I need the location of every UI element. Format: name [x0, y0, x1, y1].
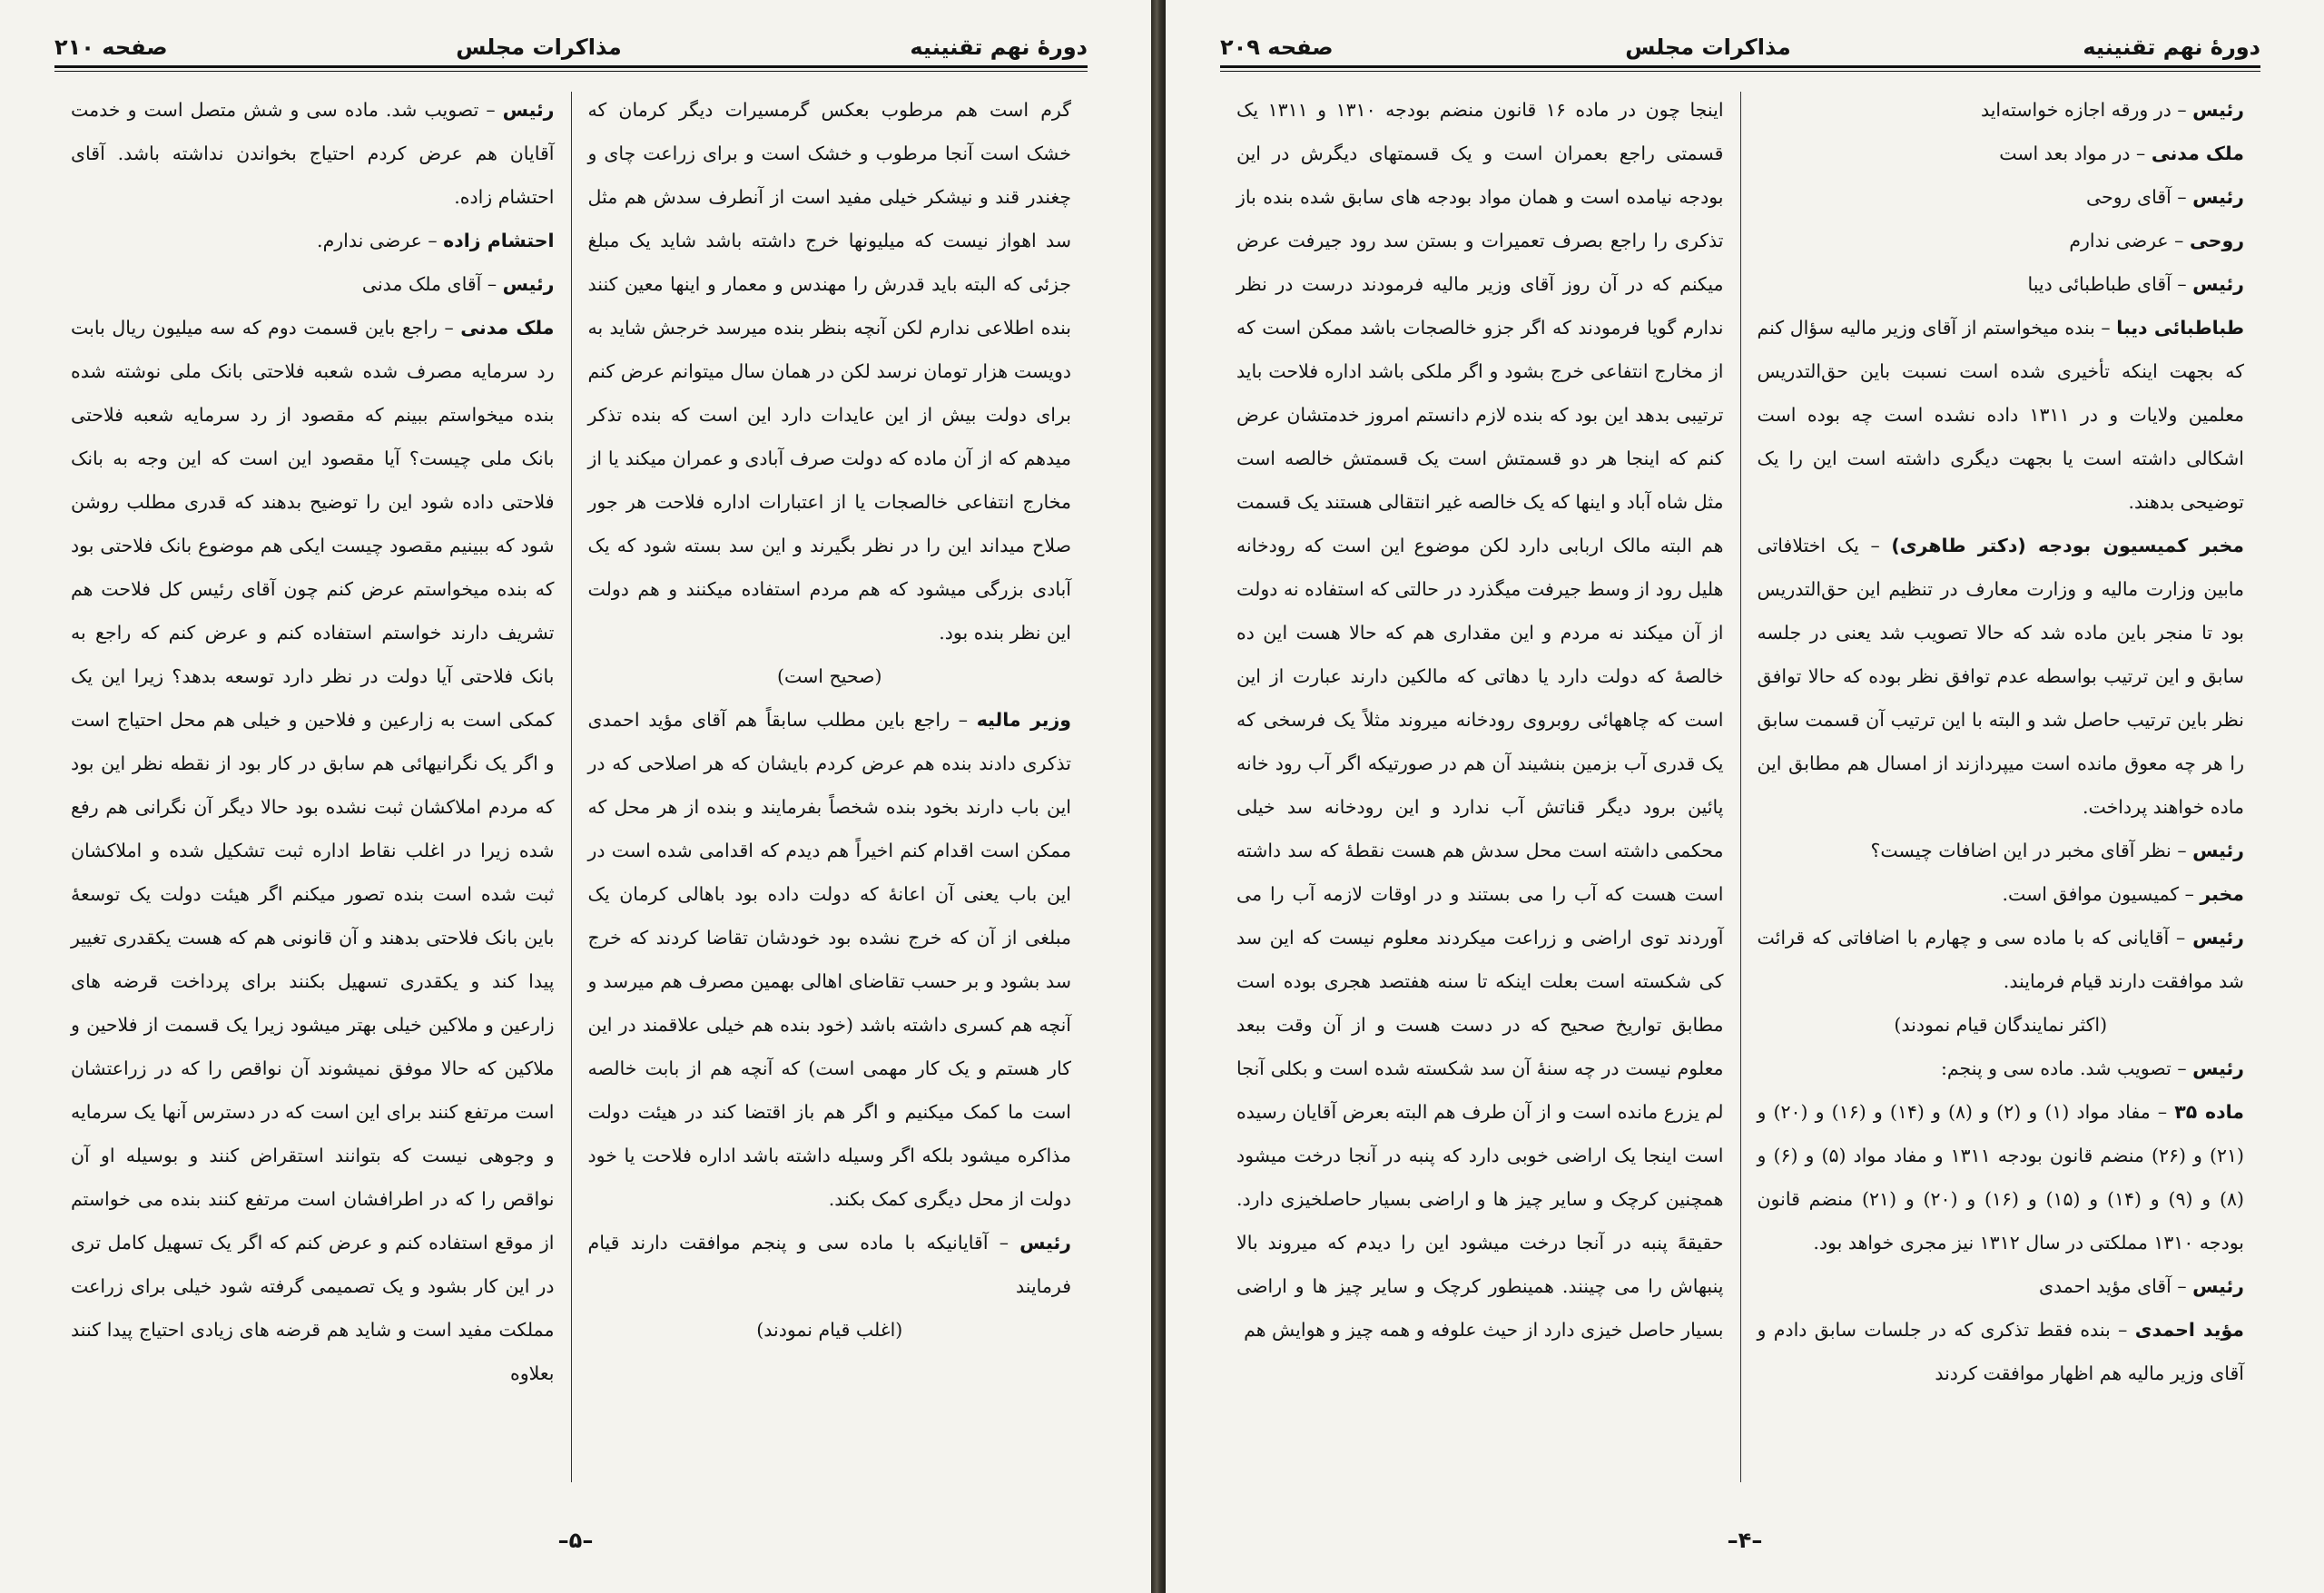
paragraph: (اغلب قیام نمودند) — [756, 1319, 903, 1341]
paragraph: مؤید احمدی – بنده فقط تذکری که در جلسات سابق دادم و آقای وزیر مالیه هم اظهار موافقت کردند — [1757, 1319, 2245, 1384]
speaker-name: مخبر کمیسیون بودجه (دکتر طاهری) — [1891, 535, 2244, 556]
session-label: دورهٔ نهم تقنینیه — [2083, 34, 2260, 60]
header-title: مذاکرات مجلس — [456, 34, 622, 60]
speaker-name: رئیس — [2192, 273, 2244, 295]
speaker-name: ملک مدنی — [460, 317, 555, 339]
speaker-name: رئیس — [502, 99, 555, 121]
page-footer-number: –۴– — [1727, 1528, 1763, 1553]
paragraph: ملک مدنی – راجع باین قسمت دوم که سه میلیون ریال بابت رد سرمایه مصرف شده شعبه فلاحتی بانک ملی نوشته شده بنده میخواستم ببینم که مقصود از رد سرمایه شعبه فلاحتی بانک ملی چیست؟ آیا مقصود این است که این وجه به بانک فلاحتی داده شود این را توضیح بدهند که قدری مطلب روشن شود که ببینیم مقصود چیست ایکی هم موضوع بانک فلاحتی بود که بنده میخواستم عرض کنم چون آقای رئیس کل فلاحت هم تشریف دارند خواستم استفاده کنم و عرض کنم که راجع به بانک فلاحتی آیا دولت در نظر دارد توسعه بدهد؟ زیرا این یک کمکی است به زارعین و فلاحین و خیلی هم محل احتیاج است و اگر یک نگرانیهائی هم سابق در کار بود از نقطه نظر این بود که مردم املاکشان ثبت نشده بود حالا دیگر آن نگرانی هم رفع شده زیرا در اغلب نقاط اداره ثبت تشکیل شده و املاکشان ثبت شده است بنده تصور میکنم اگر هیئت دولت یک توسعهٔ باین بانک فلاحتی بدهند و آن قانونی هم که هست یکقدری تغییر پیدا کند و یکقدری تسهیل بکنند برای پرداخت قرضه های زارعین و ملاکین خیلی بهتر میشود زیرا یک قسمت از فلاحین و ملاکین که حالا موفق نمیشوند آن نواقص را که در زراعتشان است مرتفع کنند برای این است که در دسترس آنها یک سرمایه و وجوهی نیست که بتوانند استقراض کنند و بوسیله او آن نواقص را که در اطرافشان است مرتفع کنند بنده می خواستم از موقع استفاده کنم و عرض کنم که اگر یک تسهیل کامل تری در این کار بشود و یک تصمیمی گرفته شود خیلی برای زراعت مملکت مفید است و شاید هم قرضه های زیادی احتیاج پیدا کنند بعلاوه — [71, 317, 555, 1384]
paragraph: رئیس – تصویب شد. ماده سی و شش متصل است و خدمت آقایان هم عرض کردم احتیاج بخواندن نداشته باشد. آقای احتشام زاده. — [71, 99, 555, 208]
page-number-label: صفحه ۲۰۹ — [1220, 34, 1334, 60]
paragraph: ملک مدنی – در مواد بعد است — [1999, 143, 2244, 164]
page-header — [54, 24, 1088, 60]
paragraph: رئیس – آقای مؤید احمدی — [2038, 1275, 2244, 1297]
paragraph: طباطبائی دیبا – بنده میخواستم از آقای وزیر مالیه سؤال کنم که بجهت اینکه تأخیری شده است نسبت باین حق‌التدریس معلمین ولایات و در ۱۳۱۱ داده نشده است چه بوده است اشکالی داشته است یا بجهت دیگری داشته است این را یک توضیحی بدهند. — [1757, 317, 2244, 513]
paragraph: رئیس – تصویب شد. ماده سی و پنجم: — [1940, 1057, 2244, 1079]
speaker-name: ملک مدنی — [2151, 143, 2244, 164]
speaker-name: وزیر مالیه — [976, 709, 1071, 731]
paragraph: اینجا چون در ماده ۱۶ قانون منضم بودجه ۱۳۱۰ و ۱۳۱۱ یک قسمتی راجع بعمران است و یک قسمتهای دیگرش در این بودجه نیامده است و همان مواد بودجه های سابق شده بنده باز تذکری را راجع بصرف تعمیرات و بستن سد رود جیرفت عرض میکنم که در آن روز آقای وزیر مالیه فرمودند درست در نظر ندارم گویا فرمودند که اگر جزو خالصجات باشد ممکن است که از مخارج انتفاعی خرج بشود و اگر ملکی باشد اداره فلاحت باید ترتیبی بدهد این بود که بنده لازم دانستم امروز خدمتشان عرض کنم که اینجا هر دو قسمتش است یک قسمتش خالصه است مثل شاه آباد و اینها که یک خالصه غیر انتقالی هستند یک قسمت هم البته مالک اربابی دارد لکن موضوع این است که رودخانه هلیل رود از وسط جیرفت میگذرد در حالتی که استفاده نه دولت از آن میکند نه مردم و این مقداری هم که حالا هست این ده خالصهٔ که دولت دارد یا دهاتی که مالکین دارند عبارت از این است که چاههائی روبروی رودخانه میروند مثلاً یک فرسخی که یک قدری آب بزمین بنشیند آن هم در صورتیکه اگر آب رود خانه پائین برود دیگر قناتش آب ندارد و این رودخانه سد خیلی محکمی داشته است محل سدش هم هست نقطهٔ که سد داشته است هست که آب را می بستند و در اوقات لازمه آب را می آوردند توی اراضی و زراعت میکردند معلوم نیست که این سد کی شکسته است بعلت اینکه تا سنه هفتصد هجری بوده است مطابق تواریخ صحیح که در دست هست و از آن وقت ببعد معلوم نیست در چه سنهٔ آن سد شکسته شده است و بکلی آنجا لم یزرع مانده است و از آن طرف هم البته بعرض آقایان رسیده است اینجا یک اراضی خوبی دارد که پنبه در آنجا درخت میشود همچنین کرچک و سایر چیز ها و اراضی بسیار حاصلخیزی دارد. حقیقهً پنبه در آنجا درخت میشود این را دیدم که میروند بالا پنبهاش را می چینند. همینطور کرچک و سایر چیز ها و اراضی بسیار حاصل خیزی دارد از حیث علوفه و همه چیز و هوایش هم — [1236, 99, 1724, 1341]
paragraph: رئیس – نظر آقای مخبر در این اضافات چیست؟ — [1870, 840, 2244, 861]
paragraph: ماده ۳۵ – مفاد مواد (۱) و (۲) و (۸) و (۱۴) و (۱۶) و (۲۰) و (۲۱) و (۲۶) منضم قانون بودجه ۱۳۱۱ و مفاد مواد (۵) و (۶) و (۸) و (۹) و (۱۴) و (۱۵) و (۱۶) و (۲۰) و (۲۱) منضم قانون بودجه ۱۳۱۰ مملکتی در سال ۱۳۱۲ نیز مجری خواهد بود. — [1757, 1101, 2244, 1254]
text-column-right — [572, 88, 1088, 1486]
text-column-right — [1741, 88, 2261, 1486]
page-number-label: صفحه ۲۱۰ — [54, 34, 168, 60]
paragraph: رئیس – آقای طباطبائی دیبا — [2027, 273, 2244, 295]
speaker-name: مخبر — [2200, 883, 2244, 905]
speaker-name: رئیس — [2192, 99, 2244, 121]
right-page — [1166, 0, 2324, 1593]
speaker-name: ماده ۳۵ — [2174, 1101, 2244, 1123]
speaker-name: رئیس — [1019, 1232, 1071, 1254]
paragraph: رئیس – آقای ملک مدنی — [361, 273, 555, 295]
paragraph: احتشام زاده – عرضی ندارم. — [317, 230, 555, 251]
paragraph: مخبر کمیسیون بودجه (دکتر طاهری) – یک اختلافاتی مابین وزارت مالیه و وزارت معارف در تنظیم این حق‌التدریس بود تا منجر باین ماده شد که حالا تصویب شد یعنی در جلسه سابق و این ترتیب بواسطه عدم توافق نظر بوده که حالا توافق نظر باین ترتیب حاصل شد و البته با این ترتیب آن قسمت سابق را هر چه معوق مانده است میپردازند از امسال هم مطابق این ماده خواهند پرداخت. — [1757, 535, 2244, 818]
page-footer-number: –۵– — [557, 1528, 594, 1553]
text-column-left — [54, 88, 571, 1486]
text-columns — [1220, 88, 2260, 1486]
column-divider — [1740, 92, 1741, 1482]
header-rule — [54, 65, 1088, 72]
page-header — [1220, 24, 2260, 60]
paragraph: (اکثر نمایندگان قیام نمودند) — [1894, 1014, 2108, 1036]
header-rule — [1220, 65, 2260, 72]
book-gutter — [1151, 0, 1166, 1593]
paragraph: روحی – عرضی ندارم — [2069, 230, 2244, 251]
paragraph: رئیس – آقای روحی — [2085, 186, 2244, 208]
column-divider — [571, 92, 572, 1482]
speaker-name: رئیس — [502, 273, 555, 295]
paragraph: رئیس – آقایانیکه با ماده سی و پنجم موافقت دارند قیام فرمایند — [587, 1232, 1071, 1297]
speaker-name: احتشام زاده — [443, 230, 555, 251]
text-columns — [54, 88, 1088, 1486]
paragraph: رئیس – در ورقه اجازه خواسته‌اید — [1980, 99, 2244, 121]
paragraph: (صحیح است) — [776, 665, 882, 687]
speaker-name: روحی — [2189, 230, 2244, 251]
text-column-left — [1220, 88, 1740, 1486]
speaker-name: رئیس — [2192, 1275, 2244, 1297]
speaker-name: مؤید احمدی — [2134, 1319, 2245, 1341]
speaker-name: رئیس — [2192, 1057, 2244, 1079]
header-title: مذاکرات مجلس — [1625, 34, 1791, 60]
speaker-name: رئیس — [2192, 840, 2244, 861]
speaker-name: رئیس — [2192, 927, 2244, 949]
speaker-name: رئیس — [2192, 186, 2244, 208]
paragraph: گرم است هم مرطوب بعکس گرمسیرات دیگر کرمان که خشک است آنجا مرطوب و خشک است و برای زراعت چای و چغندر قند و نیشکر خیلی مفید است از آنطرف سدش هم مثل سد اهواز نیست که میلیونها خرج داشته باشد شاید یک مبلغ جزئی که البته باید قدرش را مهندس و معمار و اینها معین کنند بنده اطلاعی ندارم لکن آنچه بنظر بنده میرسد خرجش شاید به دویست هزار تومان نرسد لکن در همان سال میتوانم عرض کنم برای دولت بیش از این عایدات دارد این است که بنده تذکر میدهم که از آن ماده‌ که دولت صرف آبادی و عمران میکند یا از مخارج انتفاعی خالصجات یا از اعتبارات اداره فلاحت هر جور صلاح میداند این را در نظر بگیرند و این سد بسته شود که یک آبادی بزرگی میشود که هم مردم استفاده میکنند و هم دولت این نظر بنده بود. — [587, 99, 1071, 644]
paragraph: مخبر – کمیسیون موافق است. — [2002, 883, 2244, 905]
session-label: دورهٔ نهم تقنینیه — [910, 34, 1088, 60]
speaker-name: طباطبائی دیبا — [2116, 317, 2244, 339]
paragraph: وزیر مالیه – راجع باین مطلب سابقاً هم آقای مؤید احمدی تذکری دادند بنده هم عرض کردم بایشان که هر اصلاحی که در این باب دارند بخود بنده شخصاً بفرمایند و بنده از هر محل که ممکن است اقدام کنم اخیراً هم دیدم که اقدامی شده است در این باب یعنی آن اعانهٔ که دولت داده بود باهالی کرمان یک مبلغی از آن که خرج نشده بود خودشان تقاضا کردند که خرج سد بشود و بر حسب تقاضای اهالی بهمین مصرف هم میرسد و آنچه هم کسری داشته باشد (خود بنده هم خیلی علاقمند در این کار هستم و یک کار مهمی است) که آنچه هم از بابت خالصه است ما کمک میکنیم و اگر هم باز اقتضا کند در هیئت دولت مذاکره میشود بلکه اگر وسیله داشته باشد اداره فلاحت یا خود دولت از محل دیگری کمک بکند. — [587, 709, 1071, 1210]
paragraph: رئیس – آقایانی که با ماده سی و چهارم با اضافاتی که قرائت شد موافقت دارند قیام فرمایند. — [1757, 927, 2244, 992]
left-page — [0, 0, 1151, 1593]
